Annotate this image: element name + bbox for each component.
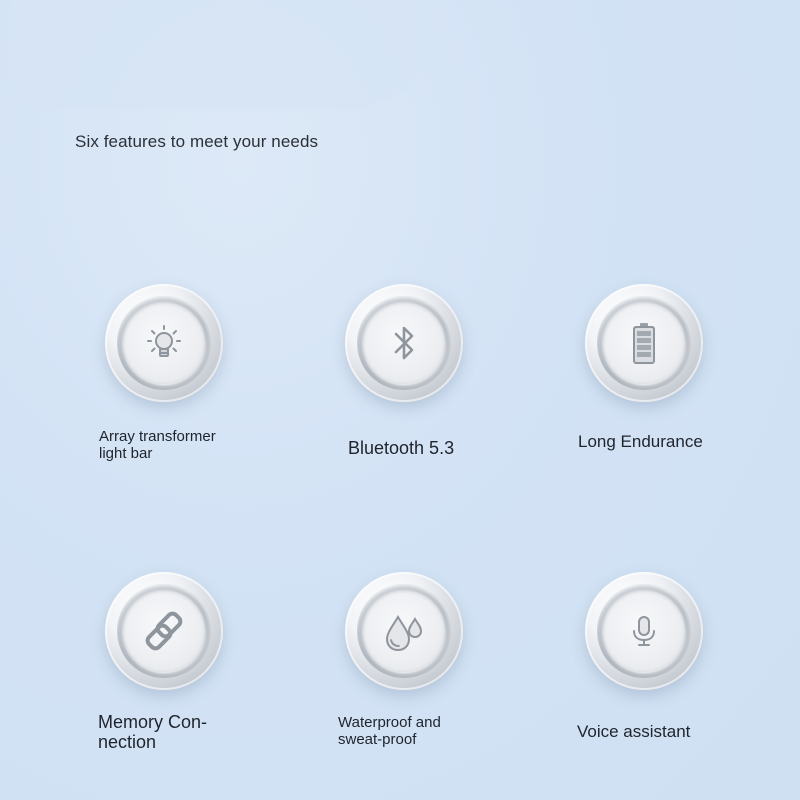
feature-badge bbox=[345, 284, 463, 402]
decorative-blob bbox=[6, 0, 422, 108]
feature-label: Waterproof and sweat-proof bbox=[338, 714, 441, 748]
feature-badge bbox=[585, 572, 703, 690]
feature-label: Voice assistant bbox=[577, 722, 691, 741]
feature-waterproof bbox=[338, 572, 585, 772]
feature-light-bar bbox=[99, 284, 345, 484]
feature-label: Bluetooth 5.3 bbox=[348, 438, 455, 458]
feature-badge bbox=[585, 284, 703, 402]
battery-icon bbox=[618, 317, 670, 369]
chain-link-icon bbox=[138, 605, 190, 657]
microphone-icon bbox=[618, 605, 670, 657]
feature-label: Memory Con- nection bbox=[98, 712, 208, 752]
feature-long-endurance bbox=[578, 284, 800, 484]
feature-label: Array transformer light bar bbox=[99, 428, 216, 462]
feature-memory-connection bbox=[98, 572, 345, 772]
lightbulb-icon bbox=[138, 317, 190, 369]
feature-label: Long Endurance bbox=[578, 432, 703, 451]
feature-voice-assistant bbox=[577, 572, 800, 772]
feature-badge bbox=[345, 572, 463, 690]
bluetooth-icon bbox=[378, 317, 430, 369]
feature-badge bbox=[105, 284, 223, 402]
water-drops-icon bbox=[378, 605, 430, 657]
feature-bluetooth bbox=[345, 284, 585, 484]
feature-badge bbox=[105, 572, 223, 690]
section-heading: Six features to meet your needs bbox=[75, 132, 319, 151]
